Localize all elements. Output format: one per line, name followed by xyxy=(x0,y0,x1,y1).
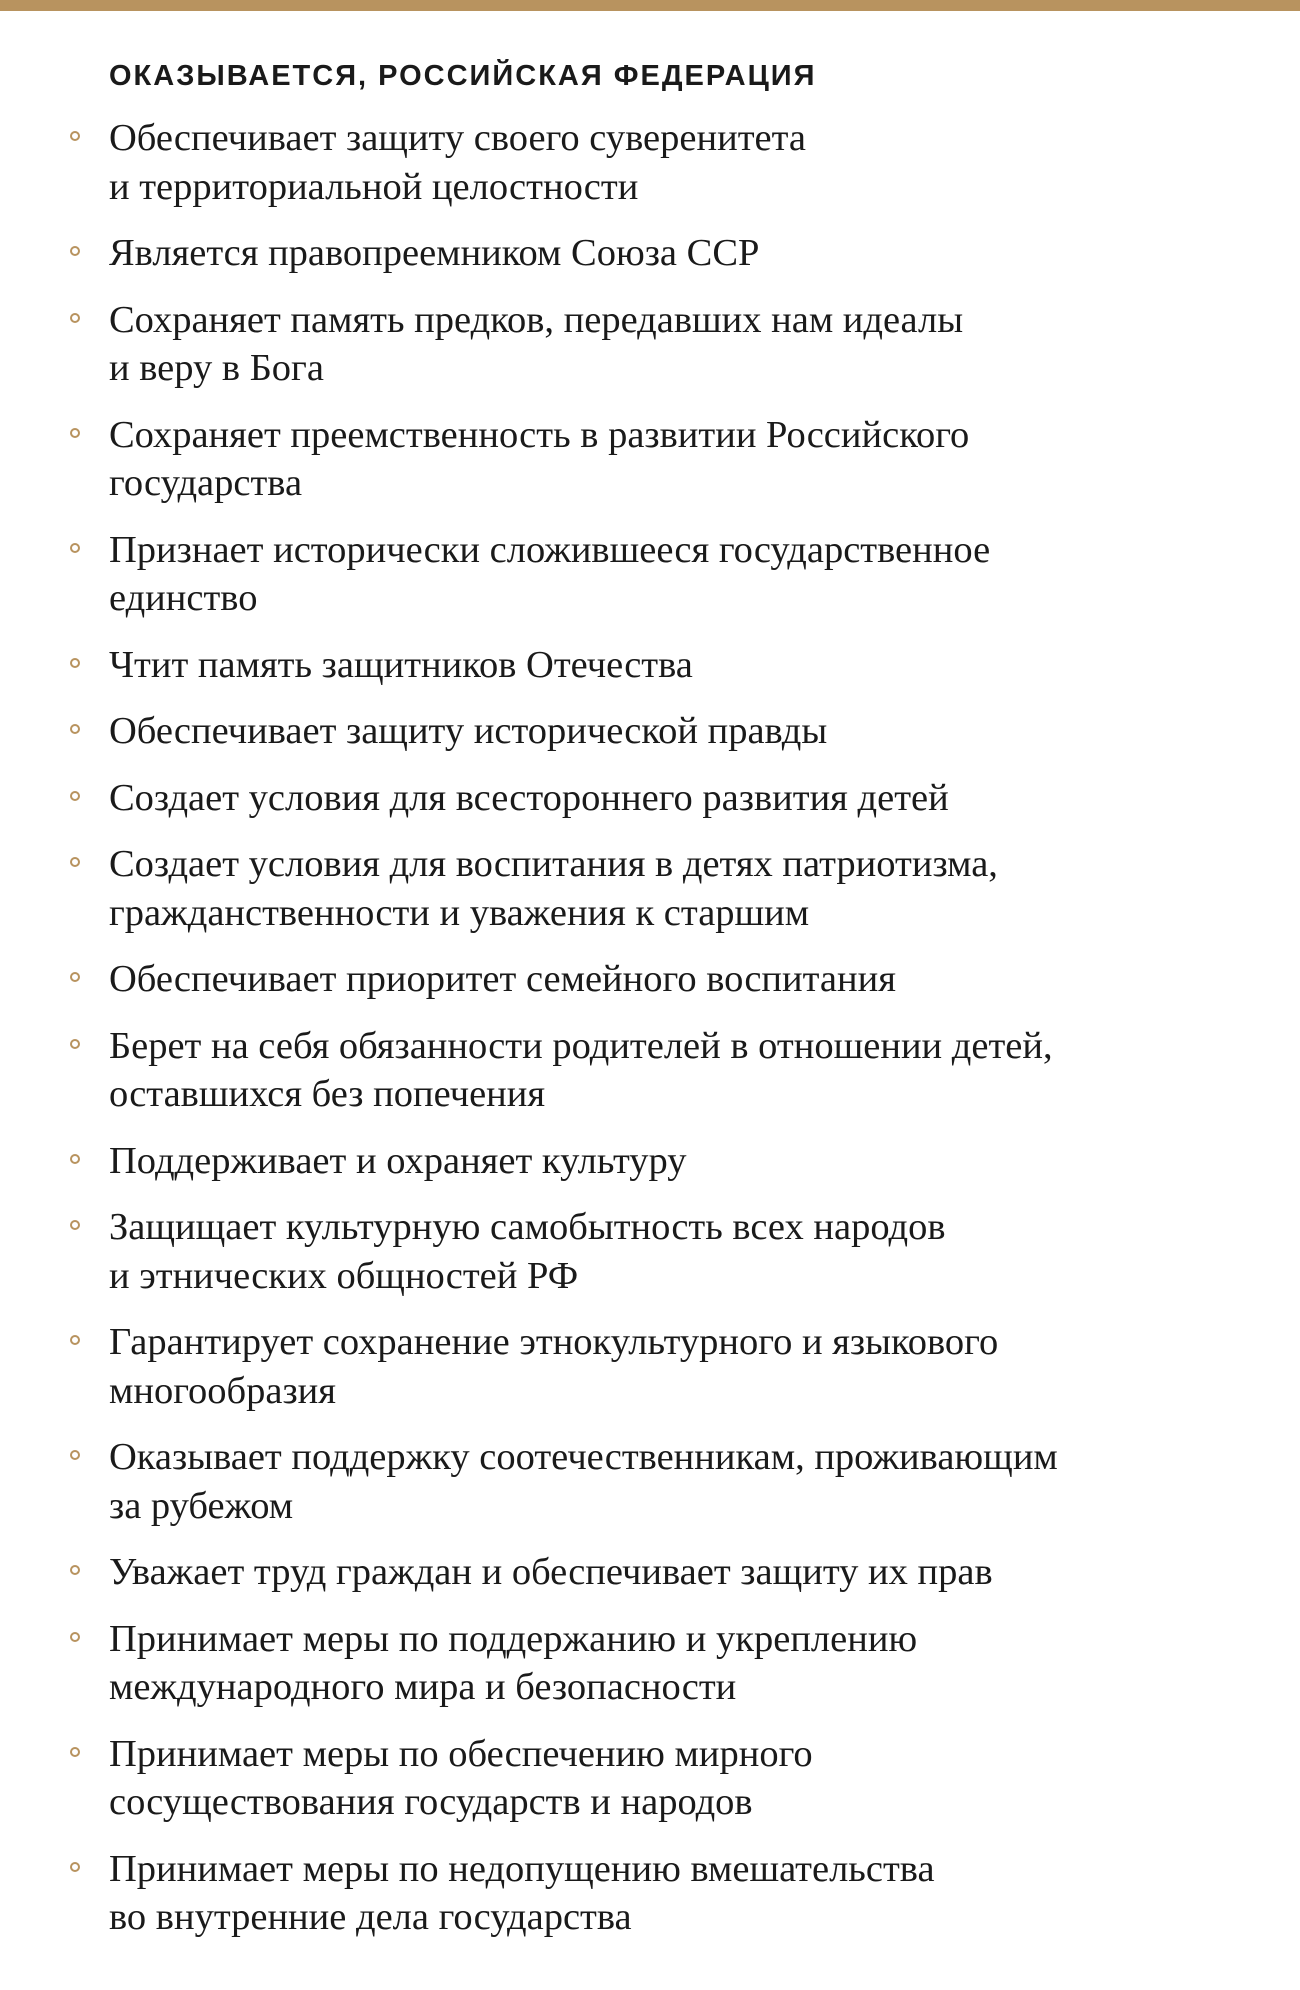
list-item-text-line: Чтит память защитников Отечества xyxy=(109,643,693,686)
list-item-text-line: Берет на себя обязанности родителей в отношении детей, xyxy=(109,1024,1053,1067)
list-item xyxy=(0,1203,1300,1300)
document-content xyxy=(0,52,1300,1960)
list-item-text-line: Поддерживает и охраняет культуру xyxy=(109,1139,687,1182)
list-item xyxy=(0,1730,1300,1827)
circle-bullet-icon xyxy=(70,1747,80,1757)
list-item-text-line: многообразия xyxy=(109,1369,336,1412)
list-item xyxy=(0,1845,1300,1942)
top-accent-rule xyxy=(0,0,1300,11)
list-item-text-line: оставшихся без попечения xyxy=(109,1073,546,1115)
circle-bullet-icon xyxy=(70,543,80,553)
list-item-text-line: Оказывает поддержку соотечественникам, проживающим xyxy=(109,1436,1058,1478)
list-item xyxy=(0,114,1300,211)
list-item xyxy=(0,1022,1300,1119)
circle-bullet-icon xyxy=(70,857,80,867)
circle-bullet-icon xyxy=(70,313,80,323)
circle-bullet-icon xyxy=(70,972,80,982)
list-item-text-line: Сохраняет преемственность в развитии Российского xyxy=(109,413,970,456)
list-item-text-line: Принимает меры по недопущению вмешательства xyxy=(109,1847,935,1890)
list-item-text-line: и этнических общностей РФ xyxy=(109,1254,579,1297)
circle-bullet-icon xyxy=(70,428,80,438)
list-item xyxy=(0,296,1300,393)
list-item-text-line: за рубежом xyxy=(109,1484,294,1527)
list-item xyxy=(0,526,1300,623)
list-item-text-line: Уважает труд граждан и обеспечивает защиту их прав xyxy=(109,1551,993,1593)
list-item xyxy=(0,707,1300,756)
list-item xyxy=(0,641,1300,690)
list-item xyxy=(0,774,1300,823)
list-item xyxy=(0,1318,1300,1415)
list-item xyxy=(0,1548,1300,1597)
list-item-text-line: международного мира и безопасности xyxy=(109,1666,737,1708)
list-item-text-line: Обеспечивает защиту исторической правды xyxy=(109,710,828,752)
circle-bullet-icon xyxy=(70,791,80,801)
list-item-text-line: Принимает меры по обеспечению мирного xyxy=(109,1732,813,1775)
circle-bullet-icon xyxy=(70,658,80,668)
list-item-text-line: государства xyxy=(109,462,303,504)
list-item-text-line: Обеспечивает приоритет семейного воспитания xyxy=(109,958,896,1000)
list-item-text-line: Принимает меры по поддержанию и укреплению xyxy=(109,1617,918,1660)
circle-bullet-icon xyxy=(70,1862,80,1872)
list-item-text-line: Создает условия для воспитания в детях патриотизма, xyxy=(109,843,998,885)
list-item-text-line: и территориальной целостности xyxy=(109,165,639,208)
bullet-list xyxy=(0,114,1300,1942)
list-item-text-line: Гарантирует сохранение этнокультурного и языкового xyxy=(109,1321,999,1363)
list-item-text-line: Является правопреемником Союза ССР xyxy=(109,232,760,274)
circle-bullet-icon xyxy=(70,1565,80,1575)
list-item xyxy=(0,1615,1300,1712)
list-item-text-line: Сохраняет память предков, передавших нам идеалы xyxy=(109,298,964,341)
list-item xyxy=(0,840,1300,937)
circle-bullet-icon xyxy=(70,724,80,734)
list-item xyxy=(0,411,1300,508)
list-item-text-line: во внутренние дела государства xyxy=(109,1896,632,1938)
circle-bullet-icon xyxy=(70,1632,80,1642)
list-item-text-line: Обеспечивает защиту своего суверенитета xyxy=(109,117,806,159)
circle-bullet-icon xyxy=(70,131,80,141)
list-item xyxy=(0,229,1300,278)
list-item xyxy=(0,955,1300,1004)
list-item-text-line: единство xyxy=(109,577,258,619)
list-item-text-line: Защищает культурную самобытность всех народов xyxy=(109,1206,946,1248)
list-item xyxy=(0,1137,1300,1186)
list-item-text-line: гражданственности и уважения к старшим xyxy=(109,891,810,934)
circle-bullet-icon xyxy=(70,1450,80,1460)
list-item-text-line: сосуществования государств и народов xyxy=(109,1781,753,1823)
circle-bullet-icon xyxy=(70,1335,80,1345)
list-item-text-line: Создает условия для всестороннего развития детей xyxy=(109,776,949,819)
list-item-text-line: Признает исторически сложившееся государственное xyxy=(109,528,991,571)
section-heading: ОКАЗЫВАЕТСЯ, РОССИЙСКАЯ ФЕДЕРАЦИЯ xyxy=(109,60,817,92)
list-item-text-line: и веру в Бога xyxy=(109,347,324,389)
circle-bullet-icon xyxy=(70,1039,80,1049)
circle-bullet-icon xyxy=(70,1220,80,1230)
circle-bullet-icon xyxy=(70,246,80,256)
list-item xyxy=(0,1433,1300,1530)
circle-bullet-icon xyxy=(70,1154,80,1164)
